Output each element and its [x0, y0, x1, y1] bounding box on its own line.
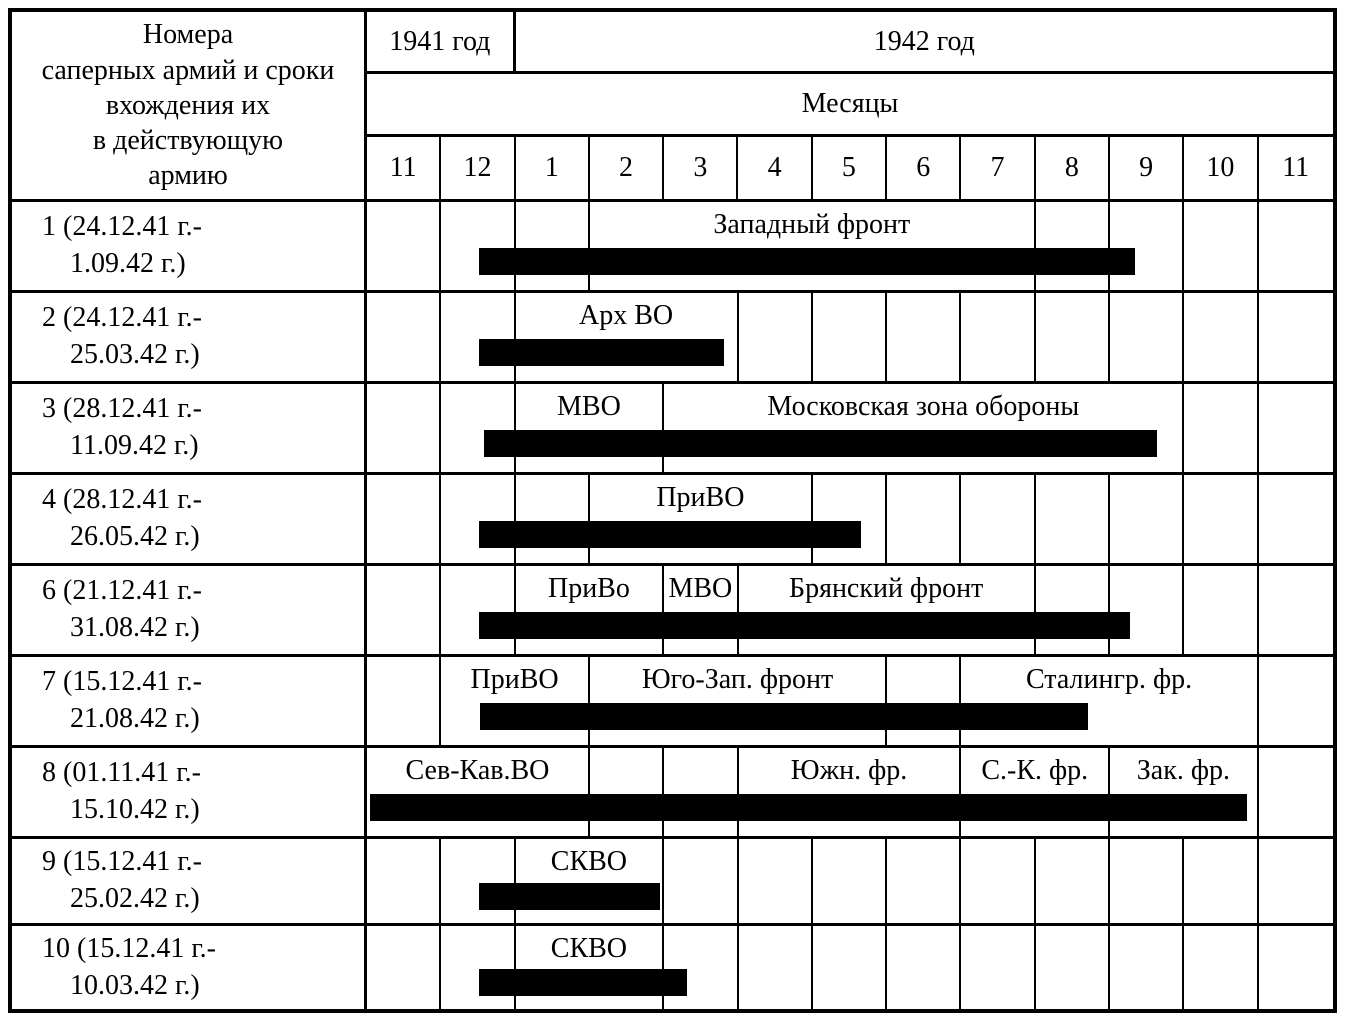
army-row-7 — [12, 657, 1333, 748]
month-header-cell: 10 — [1184, 137, 1258, 199]
month-cell — [739, 293, 813, 381]
month-cell — [813, 475, 887, 563]
row-chart-area — [367, 202, 1333, 290]
assignment-cell — [1110, 748, 1259, 836]
month-header-cell: 8 — [1036, 137, 1110, 199]
month-header-cell: 5 — [813, 137, 887, 199]
assignment-cell — [590, 475, 813, 563]
month-cell — [367, 202, 441, 290]
timeline-header — [367, 12, 1333, 199]
title-line: в действующую — [92, 125, 284, 157]
assignment-cell — [516, 384, 665, 472]
assignment-label: СКВО — [550, 933, 628, 964]
row-label-line: 21.08.42 г.) — [70, 703, 200, 734]
row-chart-area — [367, 657, 1333, 745]
month-cell — [441, 566, 515, 654]
army-row-10 — [12, 926, 1333, 1009]
service-period-bar — [479, 339, 723, 366]
month-number-row — [367, 137, 1333, 199]
month-cell — [367, 384, 441, 472]
assignment-label: СКВО — [550, 846, 628, 877]
month-cell — [1184, 384, 1258, 472]
month-cell — [664, 748, 738, 836]
row-label-line: 15.10.42 г.) — [70, 794, 200, 825]
month-cell — [1110, 839, 1184, 923]
assignment-label: МВО — [557, 391, 621, 422]
month-cell — [1036, 566, 1110, 654]
month-header-cell: 11 — [1282, 152, 1310, 183]
assignment-cell — [590, 657, 887, 745]
month-cell — [1259, 293, 1333, 381]
month-cell — [367, 475, 441, 563]
row-label-line: 4 (28.12.41 г.- — [42, 484, 202, 516]
assignment-cell — [664, 566, 738, 654]
service-period-bar — [370, 794, 1247, 821]
title-line: армию — [148, 160, 228, 192]
row-label-line: 31.08.42 г.) — [70, 612, 200, 643]
row-chart-area — [367, 926, 1333, 1009]
month-cell — [1259, 657, 1333, 745]
row-label — [12, 202, 367, 290]
month-cell — [961, 475, 1035, 563]
row-label — [12, 839, 367, 923]
assignment-label: Юго-Зап. фронт — [641, 664, 834, 695]
month-cell — [367, 657, 441, 745]
row-label-line: 2 (24.12.41 г.- — [42, 302, 202, 334]
assignment-label: Зак. фр. — [1136, 755, 1230, 786]
assignment-cell — [516, 926, 665, 1009]
assignment-cell — [739, 566, 1036, 654]
month-header-cell: 3 — [664, 137, 738, 199]
assignment-label: Брянский фронт — [788, 573, 984, 604]
assignment-label: МВО — [668, 573, 733, 604]
army-row-3 — [12, 384, 1333, 475]
row-chart-area — [367, 839, 1333, 923]
month-cell — [367, 839, 441, 923]
assignment-label: ПриВо — [547, 573, 630, 604]
month-cell — [590, 748, 664, 836]
month-cell — [961, 926, 1035, 1009]
month-header-cell: 1 — [516, 137, 590, 199]
army-row-6 — [12, 566, 1333, 657]
month-cell — [887, 926, 961, 1009]
assignment-cell — [961, 748, 1110, 836]
row-chart-area — [367, 293, 1333, 381]
row-label — [12, 657, 367, 745]
month-cell — [1110, 202, 1184, 290]
assignment-cell — [590, 202, 1036, 290]
month-cell — [441, 839, 515, 923]
month-cell — [1259, 384, 1333, 472]
month-cell — [1184, 926, 1258, 1009]
assignment-cell — [367, 748, 590, 836]
row-label — [12, 384, 367, 472]
month-cell — [664, 839, 738, 923]
sapper-armies-gantt-table — [8, 8, 1337, 1013]
row-label-line: 6 (21.12.41 г.- — [42, 575, 202, 607]
month-cell — [813, 926, 887, 1009]
month-cell — [1036, 926, 1110, 1009]
month-cell — [1110, 293, 1184, 381]
month-cell — [961, 293, 1035, 381]
row-label-line: 1 (24.12.41 г.- — [42, 211, 202, 243]
assignment-cell — [516, 293, 739, 381]
month-cell — [441, 293, 515, 381]
service-period-bar — [480, 703, 1087, 730]
assignment-label: Московская зона обороны — [767, 391, 1080, 422]
row-chart-area — [367, 748, 1333, 836]
table-header — [12, 12, 1333, 202]
row-label-line: 8 (01.11.41 г.- — [42, 757, 201, 789]
month-cell — [887, 657, 961, 745]
assignment-cell — [441, 657, 590, 745]
month-header-cell: 7 — [961, 137, 1035, 199]
assignment-label: С.-К. фр. — [981, 755, 1089, 786]
assignment-cell — [961, 657, 1258, 745]
service-period-bar — [479, 248, 1135, 275]
row-label — [12, 566, 367, 654]
row-chart-area — [367, 384, 1333, 472]
row-label-line: 11.09.42 г.) — [70, 430, 199, 461]
month-header-cell: 11 — [367, 137, 441, 199]
month-cell — [516, 475, 590, 563]
month-header-cell: 2 — [590, 137, 664, 199]
month-cell — [1036, 202, 1110, 290]
assignment-label: Южн. фр. — [790, 755, 908, 786]
month-cell — [1110, 926, 1184, 1009]
month-cell — [441, 926, 515, 1009]
month-header-cell: 12 — [441, 137, 515, 199]
month-cell — [813, 839, 887, 923]
month-cell — [441, 475, 515, 563]
row-label-line: 26.05.42 г.) — [70, 521, 200, 552]
row-label-line: 25.02.42 г.) — [70, 883, 200, 914]
row-label-line: 10.03.42 г.) — [70, 969, 200, 1001]
assignment-label: ПриВО — [470, 664, 559, 695]
month-cell — [1259, 566, 1333, 654]
month-cell — [1110, 566, 1184, 654]
month-header-cell: 6 — [887, 137, 961, 199]
assignment-label: Сталингр. фр. — [1025, 664, 1193, 695]
assignment-cell — [516, 839, 665, 923]
month-cell — [1110, 475, 1184, 563]
month-cell — [887, 839, 961, 923]
month-cell — [1184, 475, 1258, 563]
month-cell — [1036, 293, 1110, 381]
year-row — [367, 12, 1333, 74]
row-label — [12, 748, 367, 836]
assignment-label: Западный фронт — [713, 209, 911, 240]
month-cell — [1259, 926, 1333, 1009]
month-cell — [664, 926, 738, 1009]
month-cell — [1036, 475, 1110, 563]
row-label-line: 1.09.42 г.) — [70, 248, 186, 279]
army-row-4 — [12, 475, 1333, 566]
month-cell — [367, 566, 441, 654]
month-header-cell: 4 — [738, 137, 812, 199]
row-chart-area — [367, 566, 1333, 654]
army-row-2 — [12, 293, 1333, 384]
month-cell — [887, 475, 961, 563]
army-row-1 — [12, 202, 1333, 293]
month-cell — [441, 384, 515, 472]
assignment-label: Арх ВО — [579, 300, 674, 331]
month-cell — [1184, 566, 1258, 654]
assignment-cell — [664, 384, 1184, 472]
assignment-label: ПриВО — [656, 482, 745, 513]
month-cell — [516, 202, 590, 290]
row-label-line: 9 (15.12.41 г.- — [42, 846, 202, 878]
month-cell — [367, 293, 441, 381]
month-cell — [1184, 202, 1258, 290]
row-chart-area — [367, 475, 1333, 563]
table-title — [12, 12, 367, 199]
title-line: Номера — [142, 19, 234, 51]
assignment-label: Сев-Кав.ВО — [405, 755, 550, 786]
service-period-bar — [479, 883, 660, 910]
row-label-line: 25.03.42 г.) — [70, 339, 200, 370]
assignment-cell — [516, 566, 665, 654]
month-cell — [441, 202, 515, 290]
row-label-line: 10 (15.12.41 г.- — [42, 932, 216, 964]
service-period-bar — [479, 612, 1130, 639]
row-label-line: 3 (28.12.41 г.- — [42, 393, 202, 425]
assignment-cell — [739, 748, 962, 836]
month-cell — [1259, 748, 1333, 836]
month-cell — [1259, 202, 1333, 290]
row-label-line: 7 (15.12.41 г.- — [42, 666, 202, 698]
month-cell — [1184, 293, 1258, 381]
service-period-bar — [484, 430, 1157, 457]
row-label — [12, 293, 367, 381]
month-cell — [813, 293, 887, 381]
year-1942-cell: 1942 год — [873, 25, 975, 57]
row-label — [12, 475, 367, 563]
army-row-8 — [12, 748, 1333, 839]
month-cell — [367, 926, 441, 1009]
month-cell — [1259, 839, 1333, 923]
gantt-body — [12, 202, 1333, 1009]
army-row-9 — [12, 839, 1333, 926]
month-cell — [1036, 839, 1110, 923]
month-cell — [1184, 839, 1258, 923]
month-cell — [961, 839, 1035, 923]
months-caption-cell: Месяцы — [367, 74, 1333, 137]
month-cell — [1259, 475, 1333, 563]
month-cell — [739, 926, 813, 1009]
title-line: саперных армий и сроки — [41, 54, 335, 86]
month-cell — [739, 839, 813, 923]
service-period-bar — [479, 969, 687, 996]
month-cell — [887, 293, 961, 381]
service-period-bar — [479, 521, 861, 548]
title-line: вхождения их — [105, 89, 271, 121]
year-1941-cell: 1941 год — [367, 12, 516, 71]
month-header-cell: 9 — [1110, 137, 1184, 199]
row-label — [12, 926, 367, 1009]
